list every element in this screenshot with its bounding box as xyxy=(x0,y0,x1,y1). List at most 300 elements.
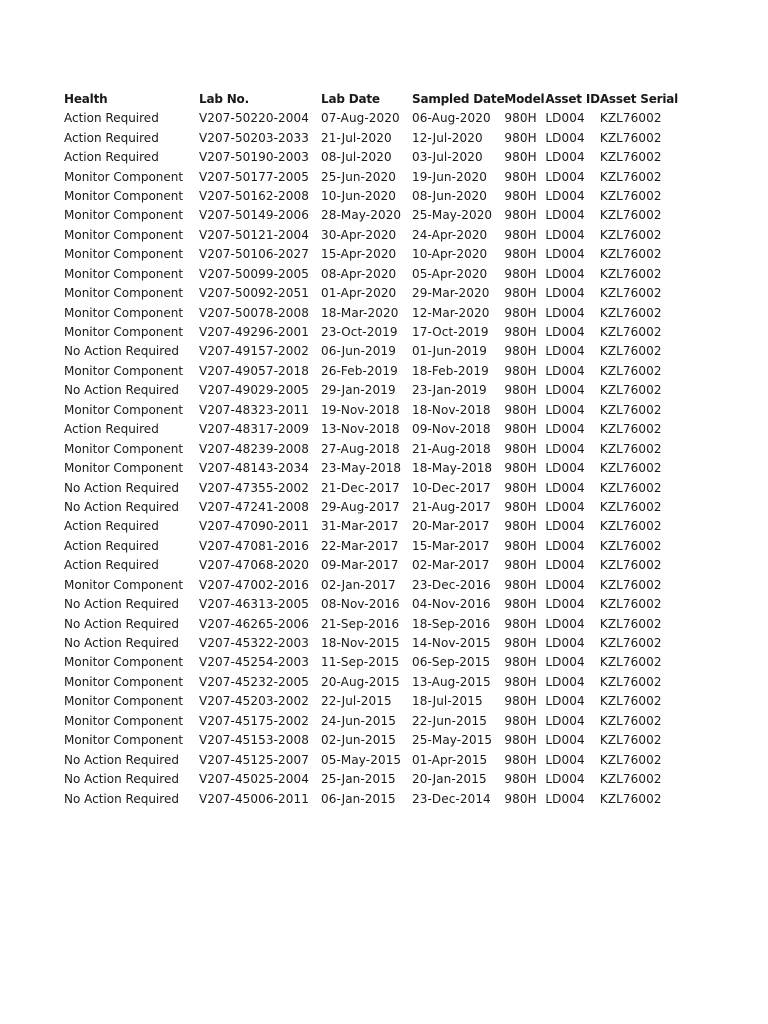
model-cell: 980H xyxy=(504,616,537,631)
asset-id-cell: LD004 xyxy=(545,150,585,165)
asset-id-cell: LD004 xyxy=(545,519,585,534)
asset-id-cell: LD004 xyxy=(545,383,585,398)
lab-date-cell: 06-Jun-2019 xyxy=(321,344,396,359)
lab-date-cell: 25-Jun-2020 xyxy=(321,169,396,184)
asset-id-cell: LD004 xyxy=(545,325,585,340)
asset-id-cell: LD004 xyxy=(545,266,585,281)
lab-no-cell: V207-47002-2016 xyxy=(199,577,309,592)
lab-date-cell: 23-Oct-2019 xyxy=(321,325,398,340)
model-cell: 980H xyxy=(504,577,537,592)
sampled-date-cell: 20-Mar-2017 xyxy=(412,519,490,534)
asset-serial-cell: KZL76002 xyxy=(599,441,662,456)
model-cell: 980H xyxy=(504,266,537,281)
table-row xyxy=(64,497,680,516)
lab-no-cell: V207-46313-2005 xyxy=(199,597,309,612)
lab-date-cell: 08-Apr-2020 xyxy=(321,266,397,281)
table-row xyxy=(64,342,680,361)
sampled-date-cell: 24-Apr-2020 xyxy=(412,227,488,242)
model-cell: 980H xyxy=(504,480,537,495)
lab-no-cell: V207-47241-2008 xyxy=(199,499,309,514)
table-row xyxy=(64,789,680,808)
lab-date-cell: 29-Jan-2019 xyxy=(321,383,396,398)
health-cell: Monitor Component xyxy=(64,266,184,281)
lab-date-cell: 01-Apr-2020 xyxy=(321,286,397,301)
asset-serial-cell: KZL76002 xyxy=(599,363,662,378)
model-cell: 980H xyxy=(504,752,537,767)
sampled-date-cell: 14-Nov-2015 xyxy=(412,636,491,651)
lab-no-cell: V207-50121-2004 xyxy=(199,227,309,242)
health-cell: Monitor Component xyxy=(64,577,184,592)
asset-id-cell: LD004 xyxy=(545,344,585,359)
model-cell: 980H xyxy=(504,461,537,476)
asset-serial-cell: KZL76002 xyxy=(599,791,662,806)
sampled-date-cell: 23-Dec-2014 xyxy=(412,791,491,806)
table-row xyxy=(64,322,680,341)
asset-serial-cell: KZL76002 xyxy=(599,422,662,437)
model-cell: 980H xyxy=(504,286,537,301)
sampled-date-cell: 05-Apr-2020 xyxy=(412,266,488,281)
sampled-date-cell: 06-Sep-2015 xyxy=(412,655,491,670)
table-row xyxy=(64,653,680,672)
health-cell: Monitor Component xyxy=(64,733,184,748)
asset-id-cell: LD004 xyxy=(545,499,585,514)
lab-no-cell: V207-45254-2003 xyxy=(199,655,309,670)
health-cell: Monitor Component xyxy=(64,208,184,223)
model-cell: 980H xyxy=(504,597,537,612)
lab-no-cell: V207-45322-2003 xyxy=(199,636,309,651)
header-row xyxy=(64,89,680,109)
sampled-date-cell: 25-May-2015 xyxy=(412,733,493,748)
model-cell: 980H xyxy=(504,363,537,378)
table-row xyxy=(64,711,680,730)
table-row xyxy=(64,692,680,711)
health-cell: Monitor Component xyxy=(64,461,184,476)
lab-date-cell: 05-May-2015 xyxy=(321,752,402,767)
lab-no-cell: V207-45125-2007 xyxy=(199,752,309,767)
sampled-date-cell: 01-Jun-2019 xyxy=(412,344,487,359)
lab-no-cell: V207-49057-2018 xyxy=(199,363,309,378)
table-row xyxy=(64,206,680,225)
sampled-date-cell: 21-Aug-2017 xyxy=(412,499,491,514)
sampled-date-cell: 18-Nov-2018 xyxy=(412,402,491,417)
asset-id-cell: LD004 xyxy=(545,286,585,301)
lab-date-cell: 29-Aug-2017 xyxy=(321,499,400,514)
sampled-date-cell: 18-Sep-2016 xyxy=(412,616,491,631)
lab-no-cell: V207-48323-2011 xyxy=(199,402,309,417)
asset-id-cell: LD004 xyxy=(545,558,585,573)
lab-no-cell: V207-47068-2020 xyxy=(199,558,309,573)
health-cell: Action Required xyxy=(64,538,159,553)
asset-id-cell: LD004 xyxy=(545,111,585,126)
header-lab-date: Lab Date xyxy=(321,91,380,106)
asset-id-cell: LD004 xyxy=(545,130,585,145)
sampled-date-cell: 23-Jan-2019 xyxy=(412,383,487,398)
model-cell: 980H xyxy=(504,130,537,145)
lab-no-cell: V207-48239-2008 xyxy=(199,441,309,456)
asset-id-cell: LD004 xyxy=(545,655,585,670)
health-cell: Monitor Component xyxy=(64,713,184,728)
table-row xyxy=(64,439,680,458)
lab-date-cell: 06-Jan-2015 xyxy=(321,791,396,806)
asset-serial-cell: KZL76002 xyxy=(599,305,662,320)
lab-date-cell: 27-Aug-2018 xyxy=(321,441,400,456)
sampled-date-cell: 18-Feb-2019 xyxy=(412,363,489,378)
health-cell: No Action Required xyxy=(64,344,179,359)
lab-date-cell: 11-Sep-2015 xyxy=(321,655,400,670)
table-row xyxy=(64,614,680,633)
table-row xyxy=(64,128,680,147)
model-cell: 980H xyxy=(504,422,537,437)
lab-date-cell: 09-Mar-2017 xyxy=(321,558,399,573)
health-cell: Action Required xyxy=(64,150,159,165)
sampled-date-cell: 08-Jun-2020 xyxy=(412,188,487,203)
lab-no-cell: V207-50099-2005 xyxy=(199,266,309,281)
lab-no-cell: V207-50106-2027 xyxy=(199,247,309,262)
asset-id-cell: LD004 xyxy=(545,480,585,495)
lab-date-cell: 20-Aug-2015 xyxy=(321,674,400,689)
table-row xyxy=(64,594,680,613)
table-row xyxy=(64,556,680,575)
table-row xyxy=(64,381,680,400)
model-cell: 980H xyxy=(504,208,537,223)
sampled-date-cell: 18-Jul-2015 xyxy=(412,694,483,709)
health-cell: Monitor Component xyxy=(64,305,184,320)
health-cell: No Action Required xyxy=(64,383,179,398)
asset-id-cell: LD004 xyxy=(545,422,585,437)
asset-serial-cell: KZL76002 xyxy=(599,655,662,670)
lab-no-cell: V207-50149-2006 xyxy=(199,208,309,223)
lab-date-cell: 21-Sep-2016 xyxy=(321,616,400,631)
health-cell: Monitor Component xyxy=(64,169,184,184)
model-cell: 980H xyxy=(504,636,537,651)
model-cell: 980H xyxy=(504,674,537,689)
lab-date-cell: 22-Jul-2015 xyxy=(321,694,392,709)
table-row xyxy=(64,458,680,477)
asset-serial-cell: KZL76002 xyxy=(599,208,662,223)
sampled-date-cell: 29-Mar-2020 xyxy=(412,286,490,301)
sampled-date-cell: 19-Jun-2020 xyxy=(412,169,487,184)
model-cell: 980H xyxy=(504,305,537,320)
model-cell: 980H xyxy=(504,519,537,534)
asset-serial-cell: KZL76002 xyxy=(599,344,662,359)
table-row xyxy=(64,420,680,439)
table-row xyxy=(64,750,680,769)
asset-serial-cell: KZL76002 xyxy=(599,597,662,612)
sampled-date-cell: 17-Oct-2019 xyxy=(412,325,489,340)
model-cell: 980H xyxy=(504,733,537,748)
lab-date-cell: 02-Jun-2015 xyxy=(321,733,396,748)
table-row xyxy=(64,517,680,536)
asset-serial-cell: KZL76002 xyxy=(599,130,662,145)
table-row xyxy=(64,303,680,322)
table-body xyxy=(64,109,680,809)
header-health: Health xyxy=(64,91,108,106)
model-cell: 980H xyxy=(504,713,537,728)
table-row xyxy=(64,536,680,555)
model-cell: 980H xyxy=(504,344,537,359)
asset-id-cell: LD004 xyxy=(545,616,585,631)
health-cell: No Action Required xyxy=(64,480,179,495)
asset-id-cell: LD004 xyxy=(545,597,585,612)
lab-no-cell: V207-50220-2004 xyxy=(199,111,309,126)
header-model: Model xyxy=(504,91,545,106)
lab-no-cell: V207-46265-2006 xyxy=(199,616,309,631)
lab-no-cell: V207-45203-2002 xyxy=(199,694,309,709)
asset-serial-cell: KZL76002 xyxy=(599,713,662,728)
health-cell: No Action Required xyxy=(64,616,179,631)
table-row xyxy=(64,167,680,186)
table-row xyxy=(64,633,680,652)
lab-date-cell: 22-Mar-2017 xyxy=(321,538,399,553)
lab-no-cell: V207-50190-2003 xyxy=(199,150,309,165)
asset-serial-cell: KZL76002 xyxy=(599,188,662,203)
header-asset-serial: Asset Serial xyxy=(599,91,679,106)
lab-date-cell: 23-May-2018 xyxy=(321,461,402,476)
model-cell: 980H xyxy=(504,247,537,262)
asset-serial-cell: KZL76002 xyxy=(599,402,662,417)
lab-no-cell: V207-47355-2002 xyxy=(199,480,309,495)
sampled-date-cell: 20-Jan-2015 xyxy=(412,772,487,787)
model-cell: 980H xyxy=(504,227,537,242)
lab-date-cell: 26-Feb-2019 xyxy=(321,363,398,378)
sampled-date-cell: 03-Jul-2020 xyxy=(412,150,483,165)
sampled-date-cell: 15-Mar-2017 xyxy=(412,538,490,553)
lab-no-cell: V207-50092-2051 xyxy=(199,286,309,301)
lab-no-cell: V207-50177-2005 xyxy=(199,169,309,184)
asset-serial-cell: KZL76002 xyxy=(599,558,662,573)
lab-date-cell: 31-Mar-2017 xyxy=(321,519,399,534)
table-row xyxy=(64,361,680,380)
health-cell: Monitor Component xyxy=(64,247,184,262)
lab-date-cell: 18-Nov-2015 xyxy=(321,636,400,651)
lab-no-cell: V207-50078-2008 xyxy=(199,305,309,320)
sampled-date-cell: 22-Jun-2015 xyxy=(412,713,487,728)
table-row xyxy=(64,731,680,750)
asset-serial-cell: KZL76002 xyxy=(599,286,662,301)
model-cell: 980H xyxy=(504,188,537,203)
lab-results-sheet xyxy=(64,89,744,808)
asset-serial-cell: KZL76002 xyxy=(599,538,662,553)
asset-serial-cell: KZL76002 xyxy=(599,733,662,748)
health-cell: No Action Required xyxy=(64,791,179,806)
sampled-date-cell: 18-May-2018 xyxy=(412,461,493,476)
sampled-date-cell: 13-Aug-2015 xyxy=(412,674,491,689)
lab-date-cell: 15-Apr-2020 xyxy=(321,247,397,262)
asset-serial-cell: KZL76002 xyxy=(599,752,662,767)
health-cell: No Action Required xyxy=(64,752,179,767)
asset-serial-cell: KZL76002 xyxy=(599,577,662,592)
table-row xyxy=(64,769,680,788)
health-cell: No Action Required xyxy=(64,636,179,651)
asset-serial-cell: KZL76002 xyxy=(599,674,662,689)
lab-date-cell: 18-Mar-2020 xyxy=(321,305,399,320)
health-cell: Monitor Component xyxy=(64,188,184,203)
header-sampled-date: Sampled Date xyxy=(412,91,505,106)
asset-serial-cell: KZL76002 xyxy=(599,383,662,398)
sampled-date-cell: 04-Nov-2016 xyxy=(412,597,491,612)
health-cell: Action Required xyxy=(64,558,159,573)
table-row xyxy=(64,109,680,128)
sampled-date-cell: 02-Mar-2017 xyxy=(412,558,490,573)
table-row xyxy=(64,478,680,497)
lab-no-cell: V207-49029-2005 xyxy=(199,383,309,398)
asset-id-cell: LD004 xyxy=(545,772,585,787)
header-lab-no: Lab No. xyxy=(199,91,249,106)
sampled-date-cell: 09-Nov-2018 xyxy=(412,422,491,437)
asset-serial-cell: KZL76002 xyxy=(599,150,662,165)
model-cell: 980H xyxy=(504,655,537,670)
health-cell: Action Required xyxy=(64,111,159,126)
table-row xyxy=(64,264,680,283)
table-row xyxy=(64,186,680,205)
asset-id-cell: LD004 xyxy=(545,577,585,592)
asset-id-cell: LD004 xyxy=(545,713,585,728)
lab-no-cell: V207-50203-2033 xyxy=(199,130,309,145)
asset-id-cell: LD004 xyxy=(545,636,585,651)
asset-id-cell: LD004 xyxy=(545,227,585,242)
lab-date-cell: 21-Jul-2020 xyxy=(321,130,392,145)
lab-date-cell: 02-Jan-2017 xyxy=(321,577,396,592)
lab-no-cell: V207-45153-2008 xyxy=(199,733,309,748)
lab-date-cell: 21-Dec-2017 xyxy=(321,480,400,495)
asset-serial-cell: KZL76002 xyxy=(599,499,662,514)
health-cell: No Action Required xyxy=(64,772,179,787)
lab-no-cell: V207-45025-2004 xyxy=(199,772,309,787)
asset-serial-cell: KZL76002 xyxy=(599,169,662,184)
asset-serial-cell: KZL76002 xyxy=(599,480,662,495)
lab-date-cell: 08-Nov-2016 xyxy=(321,597,400,612)
health-cell: Monitor Component xyxy=(64,286,184,301)
asset-serial-cell: KZL76002 xyxy=(599,227,662,242)
model-cell: 980H xyxy=(504,694,537,709)
lab-date-cell: 13-Nov-2018 xyxy=(321,422,400,437)
asset-id-cell: LD004 xyxy=(545,169,585,184)
lab-no-cell: V207-47081-2016 xyxy=(199,538,309,553)
asset-serial-cell: KZL76002 xyxy=(599,694,662,709)
asset-serial-cell: KZL76002 xyxy=(599,111,662,126)
model-cell: 980H xyxy=(504,111,537,126)
asset-id-cell: LD004 xyxy=(545,402,585,417)
asset-id-cell: LD004 xyxy=(545,247,585,262)
sampled-date-cell: 12-Jul-2020 xyxy=(412,130,483,145)
asset-id-cell: LD004 xyxy=(545,674,585,689)
sampled-date-cell: 23-Dec-2016 xyxy=(412,577,491,592)
table-header xyxy=(64,89,680,109)
model-cell: 980H xyxy=(504,558,537,573)
model-cell: 980H xyxy=(504,499,537,514)
lab-date-cell: 08-Jul-2020 xyxy=(321,150,392,165)
lab-no-cell: V207-48143-2034 xyxy=(199,461,309,476)
health-cell: Monitor Component xyxy=(64,655,184,670)
asset-serial-cell: KZL76002 xyxy=(599,461,662,476)
asset-serial-cell: KZL76002 xyxy=(599,772,662,787)
model-cell: 980H xyxy=(504,791,537,806)
table-row xyxy=(64,575,680,594)
lab-date-cell: 30-Apr-2020 xyxy=(321,227,397,242)
lab-no-cell: V207-45006-2011 xyxy=(199,791,309,806)
asset-id-cell: LD004 xyxy=(545,461,585,476)
health-cell: Monitor Component xyxy=(64,227,184,242)
asset-serial-cell: KZL76002 xyxy=(599,519,662,534)
asset-serial-cell: KZL76002 xyxy=(599,616,662,631)
lab-date-cell: 24-Jun-2015 xyxy=(321,713,396,728)
health-cell: Monitor Component xyxy=(64,674,184,689)
asset-serial-cell: KZL76002 xyxy=(599,325,662,340)
asset-id-cell: LD004 xyxy=(545,752,585,767)
sampled-date-cell: 12-Mar-2020 xyxy=(412,305,490,320)
asset-serial-cell: KZL76002 xyxy=(599,247,662,262)
asset-id-cell: LD004 xyxy=(545,208,585,223)
sampled-date-cell: 01-Apr-2015 xyxy=(412,752,488,767)
model-cell: 980H xyxy=(504,383,537,398)
lab-no-cell: V207-47090-2011 xyxy=(199,519,309,534)
model-cell: 980H xyxy=(504,169,537,184)
sampled-date-cell: 21-Aug-2018 xyxy=(412,441,491,456)
model-cell: 980H xyxy=(504,150,537,165)
lab-date-cell: 28-May-2020 xyxy=(321,208,402,223)
health-cell: Monitor Component xyxy=(64,363,184,378)
health-cell: Action Required xyxy=(64,519,159,534)
lab-no-cell: V207-49296-2001 xyxy=(199,325,309,340)
lab-date-cell: 07-Aug-2020 xyxy=(321,111,400,126)
health-cell: No Action Required xyxy=(64,597,179,612)
health-cell: No Action Required xyxy=(64,499,179,514)
asset-id-cell: LD004 xyxy=(545,188,585,203)
model-cell: 980H xyxy=(504,772,537,787)
sampled-date-cell: 06-Aug-2020 xyxy=(412,111,491,126)
asset-id-cell: LD004 xyxy=(545,694,585,709)
asset-serial-cell: KZL76002 xyxy=(599,636,662,651)
lab-date-cell: 19-Nov-2018 xyxy=(321,402,400,417)
asset-id-cell: LD004 xyxy=(545,733,585,748)
table-row xyxy=(64,147,680,166)
health-cell: Monitor Component xyxy=(64,402,184,417)
lab-no-cell: V207-49157-2002 xyxy=(199,344,309,359)
table-row xyxy=(64,672,680,691)
table-row xyxy=(64,245,680,264)
model-cell: 980H xyxy=(504,402,537,417)
lab-no-cell: V207-50162-2008 xyxy=(199,188,309,203)
lab-results-table xyxy=(64,89,680,808)
asset-serial-cell: KZL76002 xyxy=(599,266,662,281)
lab-no-cell: V207-45175-2002 xyxy=(199,713,309,728)
header-asset-id: Asset ID xyxy=(545,91,600,106)
model-cell: 980H xyxy=(504,325,537,340)
model-cell: 980H xyxy=(504,538,537,553)
table-row xyxy=(64,400,680,419)
lab-no-cell: V207-48317-2009 xyxy=(199,422,309,437)
health-cell: Monitor Component xyxy=(64,694,184,709)
asset-id-cell: LD004 xyxy=(545,538,585,553)
table-row xyxy=(64,225,680,244)
lab-date-cell: 10-Jun-2020 xyxy=(321,188,396,203)
sampled-date-cell: 10-Apr-2020 xyxy=(412,247,488,262)
table-row xyxy=(64,283,680,302)
health-cell: Monitor Component xyxy=(64,325,184,340)
lab-date-cell: 25-Jan-2015 xyxy=(321,772,396,787)
lab-no-cell: V207-45232-2005 xyxy=(199,674,309,689)
health-cell: Monitor Component xyxy=(64,441,184,456)
sampled-date-cell: 25-May-2020 xyxy=(412,208,493,223)
asset-id-cell: LD004 xyxy=(545,791,585,806)
asset-id-cell: LD004 xyxy=(545,363,585,378)
health-cell: Action Required xyxy=(64,422,159,437)
model-cell: 980H xyxy=(504,441,537,456)
sampled-date-cell: 10-Dec-2017 xyxy=(412,480,491,495)
asset-id-cell: LD004 xyxy=(545,305,585,320)
asset-id-cell: LD004 xyxy=(545,441,585,456)
health-cell: Action Required xyxy=(64,130,159,145)
